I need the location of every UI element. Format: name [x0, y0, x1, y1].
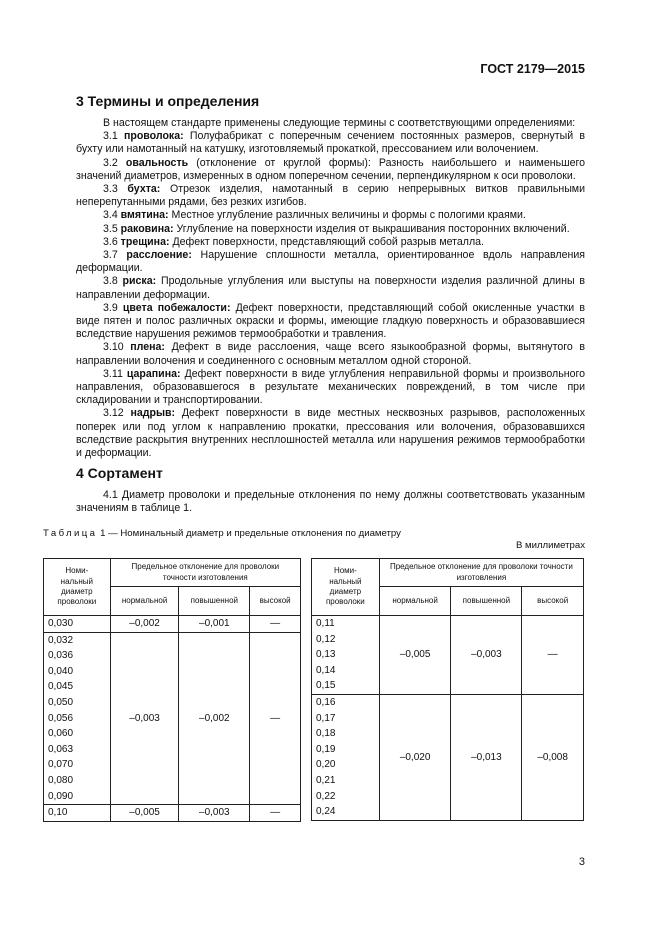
term-number: 3.3	[103, 183, 128, 196]
term-number: 3.6	[103, 235, 121, 248]
increased-deviation-cell: –0,003	[179, 805, 250, 822]
term-definition	[76, 183, 585, 209]
section-3-title: 3 Термины и определения	[76, 93, 260, 109]
diameter-cell: 0,080	[44, 773, 111, 789]
term-definition	[76, 275, 585, 301]
diameter-cell: 0,045	[44, 679, 111, 695]
term-text: Дефект поверхности, представляющий собой окисленные участки в виде пятен и полос различных окраски и формы, имеющие гладкую поверхность и образовавшиеся вследствие нарушения режимов термообработки и травления.	[76, 301, 585, 341]
term-number: 3.5	[103, 222, 121, 235]
normal-deviation-cell: –0,020	[379, 694, 451, 820]
term-number: 3.9	[103, 301, 123, 314]
term-definition	[76, 249, 585, 275]
diameter-table-right	[311, 558, 584, 821]
diameter-cell: 0,12	[312, 632, 380, 648]
term-name: риска:	[122, 275, 157, 288]
header-deviation-group: Предельное отклонение для проволоки точности изготовления	[379, 559, 583, 587]
term-number: 3.2	[103, 156, 126, 169]
diameter-cell: 0,040	[44, 664, 111, 680]
increased-deviation-cell: –0,003	[451, 616, 522, 695]
high-deviation-cell: —	[250, 616, 301, 633]
diameter-cell: 0,20	[312, 757, 380, 773]
header-increased: повышенной	[179, 587, 250, 616]
term-number: 3.4	[103, 209, 121, 222]
header-high: высокой	[250, 587, 301, 616]
term-name: овальность	[125, 156, 189, 169]
diameter-cell: 0,19	[312, 742, 380, 758]
term-number: 3.10	[103, 341, 131, 354]
diameter-table-left	[43, 558, 301, 822]
diameter-cell: 0,11	[312, 616, 380, 632]
standard-header: ГОСТ 2179—2015	[480, 62, 585, 76]
diameter-cell: 0,056	[44, 711, 111, 727]
diameter-cell: 0,090	[44, 789, 111, 805]
diameter-cell: 0,10	[44, 805, 111, 822]
term-number: 3.12	[103, 407, 131, 420]
term-number: 3.7	[103, 249, 127, 262]
term-definition	[76, 368, 585, 408]
term-definition	[76, 223, 585, 236]
table-caption-text: 1 — Номинальный диаметр и предельные отклонения по диаметру	[97, 528, 401, 539]
term-number: 3.1	[103, 130, 124, 143]
diameter-cell: 0,036	[44, 648, 111, 664]
term-text: Дефект поверхности в виде местных несквозных разрывов, расположенных поперек или под углом к направлению прокатки, прессования или волочения, образовавшихся вследствие раскрытия внутренних несплошностей металла или нарушения режимов термообработки и деформации.	[76, 407, 586, 460]
diameter-cell: 0,22	[312, 789, 380, 805]
diameter-cell: 0,13	[312, 647, 380, 663]
header-nominal-diameter: Номи- нальный диаметр проволоки	[44, 559, 111, 616]
term-text: Продольные углубления или выступы на поверхности изделия различной длины в направлении деформации.	[76, 275, 586, 301]
term-name: цвета побежалости:	[122, 301, 231, 314]
term-name: бухта:	[127, 183, 161, 196]
term-name: раковина:	[120, 222, 174, 235]
header-nominal-diameter: Номи- нальный диаметр проволоки	[312, 559, 380, 616]
diameter-cell: 0,070	[44, 757, 111, 773]
diameter-cell: 0,18	[312, 726, 380, 742]
term-definition	[76, 209, 585, 222]
high-deviation-cell: –0,008	[522, 694, 584, 820]
section-4-1-paragraph	[76, 489, 585, 515]
term-definition	[76, 236, 585, 249]
term-name: проволока:	[123, 130, 184, 143]
diameter-cell: 0,032	[44, 632, 111, 648]
paragraph-4-1: 4.1 Диаметр проволоки и предельные отклонения по нему должны соответствовать указанным значениям в таблице 1.	[76, 489, 585, 515]
diameter-cell: 0,063	[44, 742, 111, 758]
term-number: 3.11	[103, 367, 127, 380]
diameter-cell: 0,17	[312, 711, 380, 727]
section-3-intro: В настоящем стандарте применены следующие термины с соответствующими определениями:	[103, 117, 576, 129]
term-definition	[76, 130, 585, 156]
term-name: расслоение:	[126, 249, 192, 262]
table-units: В миллиметрах	[515, 540, 585, 551]
high-deviation-cell: —	[250, 632, 301, 805]
normal-deviation-cell: –0,002	[110, 616, 179, 633]
term-text: Отрезок изделия, намотанный в серию непрерывных витков правильными неперепутанными рядами, без резких изгибов.	[76, 183, 586, 209]
diameter-cell: 0,15	[312, 678, 380, 694]
term-text: (отклонение от круглой формы): Разность наибольшего и наименьшего значений диаметров, измеренных в одном поперечном сечении, перпендикулярном к оси проволоки.	[76, 156, 586, 182]
term-text: Местное углубление различных величины и формы с пологими краями.	[168, 209, 526, 222]
diameter-cell: 0,16	[312, 694, 380, 710]
term-name: надрыв:	[130, 407, 176, 420]
term-text: Дефект поверхности, представляющий собой разрыв металла.	[169, 235, 484, 248]
term-name: плена:	[130, 341, 165, 354]
term-definition	[76, 407, 585, 460]
diameter-cell: 0,050	[44, 695, 111, 711]
page-number: 3	[578, 856, 585, 868]
term-definition	[76, 302, 585, 342]
diameter-cell: 0,24	[312, 804, 380, 820]
term-text: Полуфабрикат с поперечным сечением постоянных размеров, свернутый в бухту или намотанный на катушку, изготовляемый прокаткой, прессованием или волочением.	[76, 130, 586, 156]
increased-deviation-cell: –0,002	[179, 632, 250, 805]
term-definition	[76, 157, 585, 183]
term-text: Дефект поверхности в виде углубления неправильной формы и произвольного направления, образовавшегося в результате механических повреждений, в том числе при складировании и транспортировании.	[76, 367, 586, 407]
increased-deviation-cell: –0,013	[451, 694, 522, 820]
section-4-title: 4 Сортамент	[76, 465, 163, 481]
header-normal: нормальной	[379, 587, 451, 616]
header-high: высокой	[522, 587, 584, 616]
header-deviation-group: Предельное отклонение для проволоки точности изготовления	[110, 559, 300, 587]
term-name: трещина:	[120, 235, 170, 248]
section-3-body	[76, 117, 585, 460]
table-caption	[43, 528, 401, 539]
normal-deviation-cell: –0,005	[110, 805, 179, 822]
term-name: царапина:	[126, 367, 181, 380]
normal-deviation-cell: –0,005	[379, 616, 451, 695]
term-definition	[76, 341, 585, 367]
term-text: Дефект в виде расслоения, чаще всего языкообразной формы, вытянутого в направлении волочения и соединенного с основным металлом одной стороной.	[76, 341, 586, 367]
increased-deviation-cell: –0,001	[179, 616, 250, 633]
term-number: 3.8	[103, 275, 123, 288]
term-text: Углубление на поверхности изделия от выкрашивания посторонних включений.	[173, 222, 570, 235]
diameter-cell: 0,060	[44, 726, 111, 742]
term-text: Нарушение сплошности металла, ориентированное вдоль направления деформации.	[76, 249, 586, 275]
normal-deviation-cell: –0,003	[110, 632, 179, 805]
header-normal: нормальной	[110, 587, 179, 616]
header-increased: повышенной	[451, 587, 522, 616]
high-deviation-cell: —	[522, 616, 584, 695]
table-caption-word: Таблица	[43, 528, 98, 539]
diameter-cell: 0,21	[312, 773, 380, 789]
term-name: вмятина:	[120, 209, 169, 222]
diameter-cell: 0,14	[312, 663, 380, 679]
diameter-cell: 0,030	[44, 616, 111, 633]
high-deviation-cell: —	[250, 805, 301, 822]
